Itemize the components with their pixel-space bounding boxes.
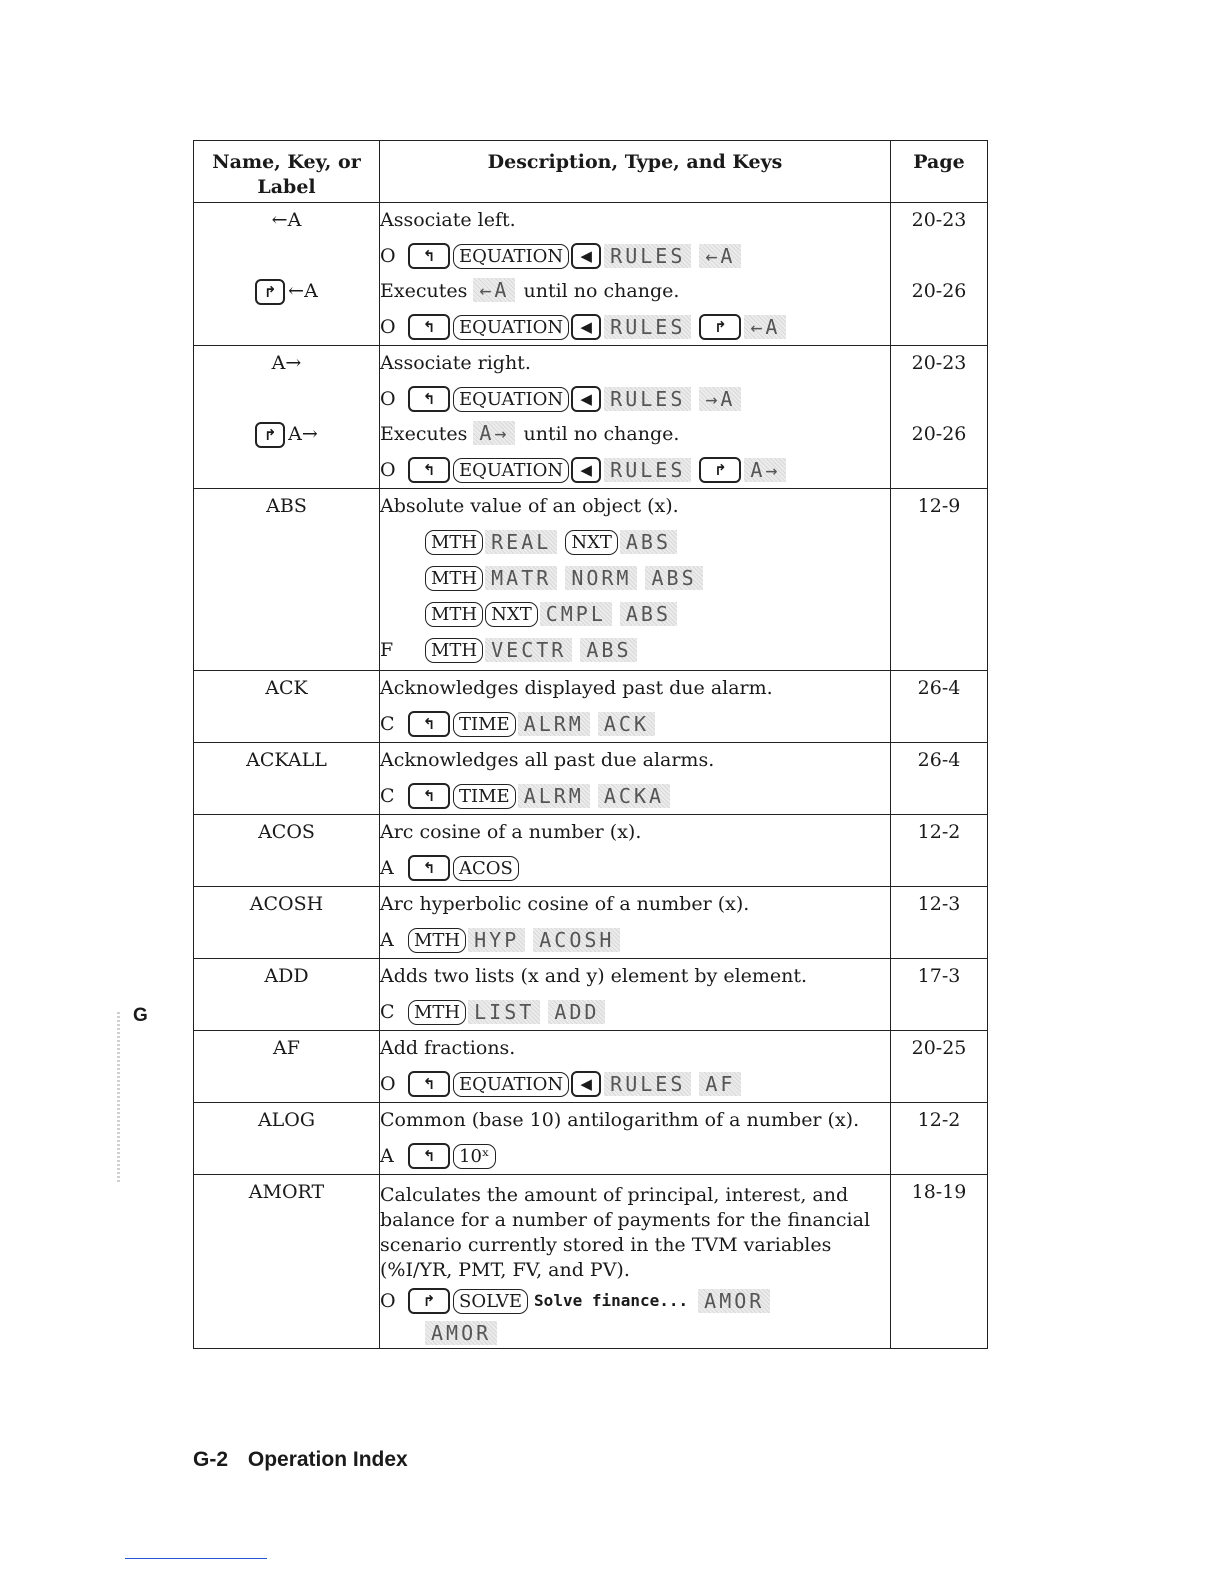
table-row (194, 203, 988, 346)
keystroke-sequence: MTH NXT CMPL ABS (380, 596, 890, 632)
right-shift-key-icon: ↱ (255, 422, 285, 448)
page-ref: 20-23 (911, 209, 967, 231)
keystroke-sequence: MTH MATR NORM ABS (380, 560, 890, 596)
keystroke-sequence: O ↰ EQUATION ◀ RULES AF (380, 1066, 890, 1102)
left-shift-key-icon: ↰ (408, 1071, 450, 1097)
entry-description: Associate left. (380, 209, 516, 231)
entry-name: ABS (266, 495, 307, 517)
entry-name: A→ (271, 352, 302, 374)
keystroke-sequence: O ↰ EQUATION ◀ RULES ←A (380, 238, 890, 274)
table-row (194, 1031, 988, 1103)
entry-description: Executes ←A until no change. (380, 278, 680, 302)
divider (125, 1558, 267, 1559)
keystroke-sequence: A MTH HYP ACOSH (380, 922, 890, 958)
keystroke-sequence: A ↰ 10ˣ (380, 1138, 890, 1174)
left-shift-key-icon: ↰ (408, 783, 450, 809)
menu-label: A→ (744, 458, 786, 482)
menu-label: RULES (604, 458, 691, 482)
menu-label: →A (699, 387, 741, 411)
table-row (194, 815, 988, 887)
page-ref: 20-26 (911, 280, 967, 302)
table-row (194, 346, 988, 489)
entry-description: Absolute value of an object (x). (380, 495, 679, 517)
menu-label: RULES (604, 387, 691, 411)
page-number: G-2 (193, 1448, 229, 1471)
entry-description: Calculates the amount of principal, interest, and balance for a number of payments for the financial scenario currently stored in the TVM variables (%I/YR, PMT, FV, and PV). (380, 1184, 871, 1281)
entry-name: ↱ ←A (194, 274, 379, 309)
left-arrow-key-icon: ◀ (571, 457, 601, 483)
entry-description: Common (base 10) antilogarithm of a number (x). (380, 1109, 860, 1131)
keystroke-sequence: C ↰ TIME ALRM ACKA (380, 778, 890, 814)
footer-title: Operation Index (247, 1448, 408, 1471)
left-shift-key-icon: ↰ (408, 711, 450, 737)
equation-key: EQUATION (453, 244, 569, 269)
left-shift-key-icon: ↰ (408, 386, 450, 412)
keystroke-sequence: C ↰ TIME ALRM ACK (380, 706, 890, 742)
keystroke-sequence: MTH REAL NXT ABS (380, 524, 890, 560)
left-arrow-key-icon: ◀ (571, 314, 601, 340)
section-tab-bar (117, 1012, 120, 1182)
entry-description: Adds two lists (x and y) element by element. (380, 965, 808, 987)
entry-description: Arc cosine of a number (x). (380, 821, 642, 843)
right-shift-key-icon: ↱ (699, 314, 741, 340)
page-ref: 12-2 (917, 821, 961, 843)
table-row (194, 887, 988, 959)
equation-key: EQUATION (453, 458, 569, 483)
left-arrow-key-icon: ◀ (571, 386, 601, 412)
table-row (194, 1175, 988, 1349)
menu-label: ←A (744, 315, 786, 339)
section-tab-letter: G (133, 1005, 148, 1026)
equation-key: EQUATION (453, 315, 569, 340)
page-ref: 12-2 (917, 1109, 961, 1131)
entry-name: ADD (264, 965, 309, 987)
table-row (194, 959, 988, 1031)
page-ref: 18-19 (911, 1181, 967, 1203)
page-ref: 12-9 (917, 495, 961, 517)
entry-name: ACK (265, 677, 308, 699)
keystroke-sequence: O ↰ EQUATION ◀ RULES ↱ ←A (380, 309, 890, 345)
page-ref: 26-4 (917, 749, 961, 771)
entry-description: Acknowledges all past due alarms. (380, 749, 715, 771)
left-arrow-key-icon: ◀ (571, 1071, 601, 1097)
header-page: Page (891, 141, 988, 203)
table-header-row (194, 141, 988, 203)
entry-name: ACOSH (249, 893, 324, 915)
right-shift-key-icon: ↱ (255, 279, 285, 305)
table-row (194, 1103, 988, 1175)
left-shift-key-icon: ↰ (408, 855, 450, 881)
entry-name: ↱ A→ (194, 417, 379, 452)
keystroke-sequence: O ↰ EQUATION ◀ RULES ↱ A→ (380, 452, 890, 488)
entry-description: Add fractions. (380, 1037, 516, 1059)
equation-key: EQUATION (453, 387, 569, 412)
left-shift-key-icon: ↰ (408, 243, 450, 269)
entry-description: Acknowledges displayed past due alarm. (380, 677, 773, 699)
right-shift-key-icon: ↱ (408, 1288, 450, 1314)
page-ref: 20-26 (911, 423, 967, 445)
menu-label: RULES (604, 244, 691, 268)
page-ref: 12-3 (917, 893, 961, 915)
entry-name: ACKALL (246, 749, 327, 771)
page-ref: 20-25 (911, 1037, 967, 1059)
entry-name: ALOG (257, 1109, 316, 1131)
keystroke-sequence: A ↰ ACOS (380, 850, 890, 886)
page-ref: 20-23 (911, 352, 967, 374)
table-row (194, 743, 988, 815)
page-footer (193, 1448, 408, 1472)
entry-name: ←A (271, 209, 302, 231)
entry-description: Arc hyperbolic cosine of a number (x). (380, 893, 750, 915)
entry-name: ACOS (258, 821, 315, 843)
keystroke-sequence: F MTH VECTR ABS (380, 632, 890, 668)
entry-description: Associate right. (380, 352, 531, 374)
entry-description: Executes A→ until no change. (380, 421, 680, 445)
header-name-key-label: Name, Key, or Label (194, 141, 380, 203)
left-shift-key-icon: ↰ (408, 457, 450, 483)
page-ref: 17-3 (917, 965, 961, 987)
entry-name: AMORT (248, 1181, 325, 1203)
left-shift-key-icon: ↰ (408, 1143, 450, 1169)
keystroke-sequence: O ↱ SOLVE Solve finance... AMOR AMOR (380, 1283, 890, 1345)
keystroke-sequence: C MTH LIST ADD (380, 994, 890, 1030)
operation-index-table (193, 140, 988, 1349)
header-description: Description, Type, and Keys (380, 141, 891, 203)
left-shift-key-icon: ↰ (408, 314, 450, 340)
right-shift-key-icon: ↱ (699, 457, 741, 483)
table-row (194, 489, 988, 671)
left-arrow-key-icon: ◀ (571, 243, 601, 269)
entry-name: AF (273, 1037, 300, 1059)
menu-label: ←A (699, 244, 741, 268)
menu-label: RULES (604, 315, 691, 339)
page-ref: 26-4 (917, 677, 961, 699)
keystroke-sequence: O ↰ EQUATION ◀ RULES →A (380, 381, 890, 417)
table-row (194, 671, 988, 743)
